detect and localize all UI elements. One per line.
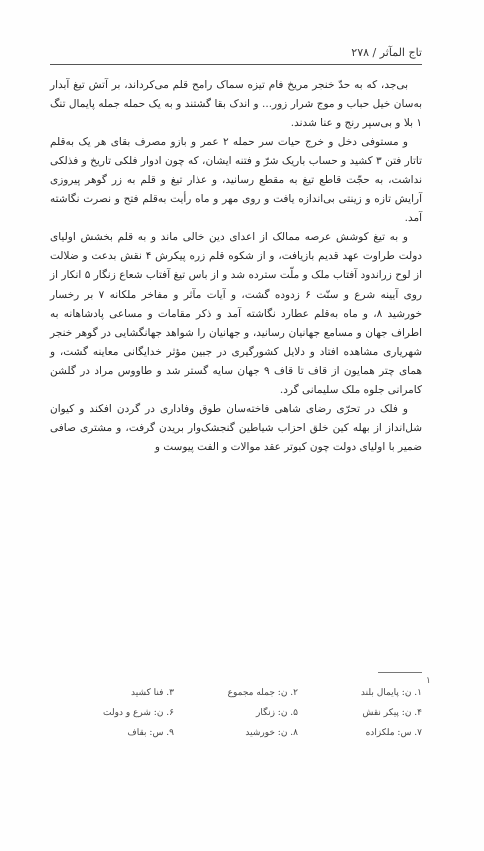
footnote-5: ۵. ن: زنگار <box>256 708 298 718</box>
paragraph-2: و مستوفی دخل و خرج حیات سر حمله ۲ عمر و بازو مصرف بقای هر یک به‌قلم تاتار فتن ۳ کشید و حساب باریک شرّ و فتنه ایشان، که چون ادوار فلکی تاریخ و فذلکی نداشت، به حجّت قاطع تیغ به مقطع رسانید، و عذار تیغ و قلم به زر گوهر پیروزی آرایش تازه و زینتی بی‌اندازه یافت و روی مهر و ماه رأیت به‌قلم فتح و نصرت نگاشته آمد. <box>50 136 422 225</box>
footnote-8: ۸. ن: خورشید <box>245 728 298 738</box>
footnote-row <box>50 703 422 723</box>
running-header <box>50 46 422 65</box>
paragraph-3: و به تیغ کوشش عرصه ممالک از اعدای دین خالی ماند و به قلم بخشش اولیای دولت طراوت عهد قدیم بازیافت، و از شکوه قلم زره پیکرش ۴ نقش بدعت و ضلالت از لوح زراندود آفتاب ملک و ملّت سترده شد و از باس تیغ آفتاب شعاع زنگار ۵ انکار از روی آیینه شرع و سنّت ۶ زدوده گشت، و آیات مآثر و مفاخر ملکانه ۷ بر رخسار خورشید ۸، و ماه به‌قلم عطارد نگاشته آمد و ذکر مقامات و مساعی پادشاهانه به اطراف جهان و مسامع جهانیان رسانید، و جهانیان را شواهد جهانگشایی در گوهر خنجر شهریاری مشاهده افتاد و دلایل کشورگیری در جبین مؤثر خدایگانی معاینه گشت، و همای چتر همایون از قاف تا قاف ۹ جهان سایه گستر شد و طاووس مراد در گلشن کامرانی جلوه ملک سلیمانی گرد. <box>50 231 423 396</box>
footnote-3: ۳. فنا کشید <box>131 688 174 698</box>
footnote-6: ۶. ن: شرع و دولت <box>103 708 174 718</box>
footnote-marker: ۱ <box>426 676 431 686</box>
footnote-2: ۲. ن: جمله مجموع <box>227 688 298 698</box>
paragraph-4: و فلک در تحرّی رضای شاهی فاخته‌سان طوق وفاداری در گردن افکند و کیوان شل‌انداز از بهله کین خلق احزاب شیاطین گنجشک‌وار بریدن گرفت، و مشتری صافی ضمیر با اولیای دولت چون کبوتر عقد موالات و الفت پیوست و <box>50 402 422 453</box>
main-text <box>50 76 422 457</box>
page-title: تاج المآثر / ۲۷۸ <box>351 46 422 59</box>
footnote-divider <box>378 672 422 673</box>
paragraph-1: بی‌جد، که به حدّ خنجر مریخ فام تیزه سماک رامح قلم می‌کرداند، بر آتش تیغ آبدار به‌سان خیل حباب و موج شرار زور... و اندک بقا گشتند و به یک حمله جمله پایمال تنگ ۱ بلا و بی‌سپر رنج و عنا شدند. <box>50 79 422 130</box>
footnote-1: ۱. ن: پایمال بلند <box>360 688 422 698</box>
footnote-4: ۴. ن: پیکر نقش <box>362 708 422 718</box>
footnotes <box>50 683 422 743</box>
footnote-7: ۷. س: ملکزاده <box>365 728 422 738</box>
footnote-9: ۹. س: بقاف <box>127 728 174 738</box>
footnote-row <box>50 683 422 703</box>
footnote-row <box>50 723 422 743</box>
